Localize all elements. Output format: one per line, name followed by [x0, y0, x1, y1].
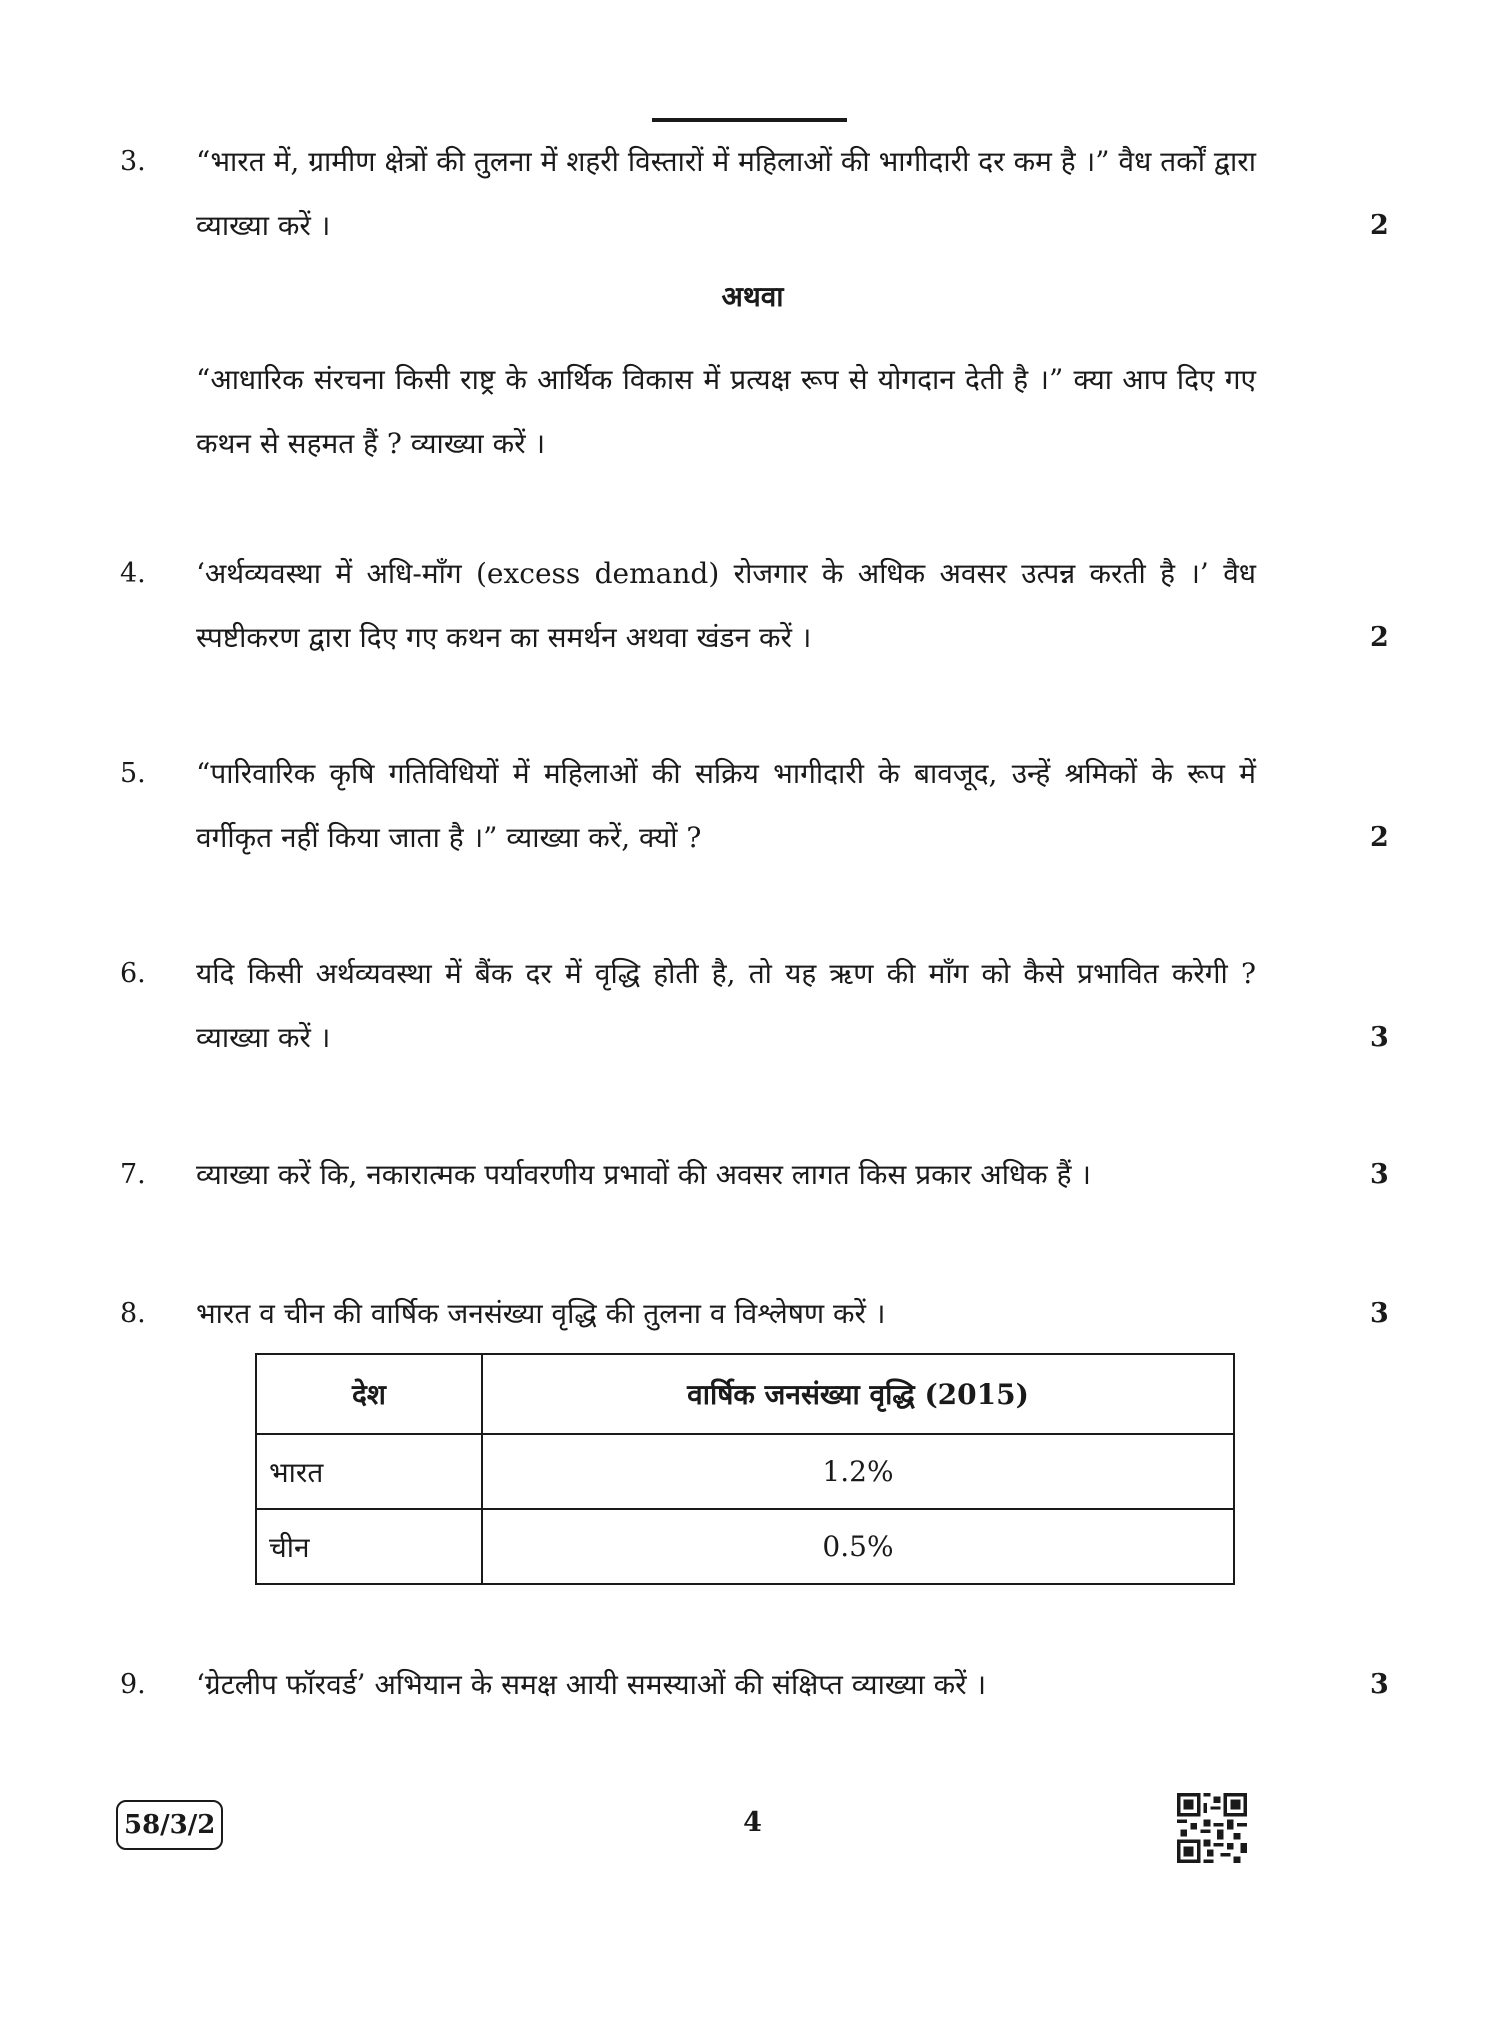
- paper-code-badge: 58/3/2: [116, 1800, 223, 1850]
- question-number: 9.: [120, 1669, 146, 1700]
- question-marks: 2: [1370, 822, 1389, 853]
- question-marks: 3: [1370, 1022, 1389, 1053]
- question-text: “पारिवारिक कृषि गतिविधियों में महिलाओं की सक्रिय भागीदारी के बावजूद, उन्हें श्रमिकों के रूप में वर्गीकृत नहीं किया जाता है ।” व्याख्या करें, क्यों ?: [196, 757, 1256, 854]
- question-text: “भारत में, ग्रामीण क्षेत्रों की तुलना में शहरी विस्तारों में महिलाओं की भागीदारी दर कम है ।” वैध तर्कों द्वारा व्याख्या करें ।: [196, 145, 1256, 242]
- table-cell-value: 0.5%: [482, 1509, 1234, 1584]
- question-number: 7.: [120, 1159, 146, 1190]
- or-label: अथवा: [721, 280, 784, 313]
- question-number: 8.: [120, 1298, 146, 1329]
- table-row: [256, 1434, 1234, 1509]
- question-text: ‘ग्रेटलीप फॉरवर्ड’ अभियान के समक्ष आयी समस्याओं की संक्षिप्त व्याख्या करें ।: [196, 1668, 987, 1701]
- table-header-cell: वार्षिक जनसंख्या वृद्धि (2015): [482, 1354, 1234, 1434]
- table-header-cell: देश: [256, 1354, 482, 1434]
- or-question-text: “आधारिक संरचना किसी राष्ट्र के आर्थिक विकास में प्रत्यक्ष रूप से योगदान देती है ।” क्या आप दिए गए कथन से सहमत हैं ? व्याख्या करें ।: [196, 363, 1256, 460]
- question-marks: 2: [1370, 622, 1389, 653]
- question-text: ‘अर्थव्यवस्था में अधि-माँग (excess demand) रोजगार के अधिक अवसर उत्पन्न करती है ।’ वैध स्पष्टीकरण द्वारा दिए गए कथन का समर्थन अथवा खंडन करें ।: [196, 557, 1256, 654]
- question-number: 6.: [120, 958, 146, 989]
- table-header-row: [256, 1354, 1234, 1434]
- population-growth-table: [255, 1353, 1235, 1585]
- question-text: व्याख्या करें कि, नकारात्मक पर्यावरणीय प्रभावों की अवसर लागत किस प्रकार अधिक हैं ।: [196, 1158, 1091, 1191]
- question-marks: 2: [1370, 210, 1389, 241]
- question-number: 4.: [120, 558, 146, 589]
- table-row: [256, 1509, 1234, 1584]
- page-number: 4: [743, 1807, 762, 1838]
- question-number: 5.: [120, 758, 146, 789]
- question-text: यदि किसी अर्थव्यवस्था में बैंक दर में वृद्धि होती है, तो यह ऋण की माँग को कैसे प्रभावित करेगी ? व्याख्या करें ।: [196, 957, 1256, 1054]
- table-cell-value: 1.2%: [482, 1434, 1234, 1509]
- question-number: 3.: [120, 146, 146, 177]
- question-text: भारत व चीन की वार्षिक जनसंख्या वृद्धि की तुलना व विश्लेषण करें ।: [196, 1297, 886, 1330]
- question-marks: 3: [1370, 1298, 1389, 1329]
- question-marks: 3: [1370, 1159, 1389, 1190]
- table-cell-country: चीन: [256, 1509, 482, 1584]
- table-cell-country: भारत: [256, 1434, 482, 1509]
- qr-code-icon: [1177, 1793, 1247, 1863]
- top-divider: [652, 118, 847, 122]
- question-marks: 3: [1370, 1669, 1389, 1700]
